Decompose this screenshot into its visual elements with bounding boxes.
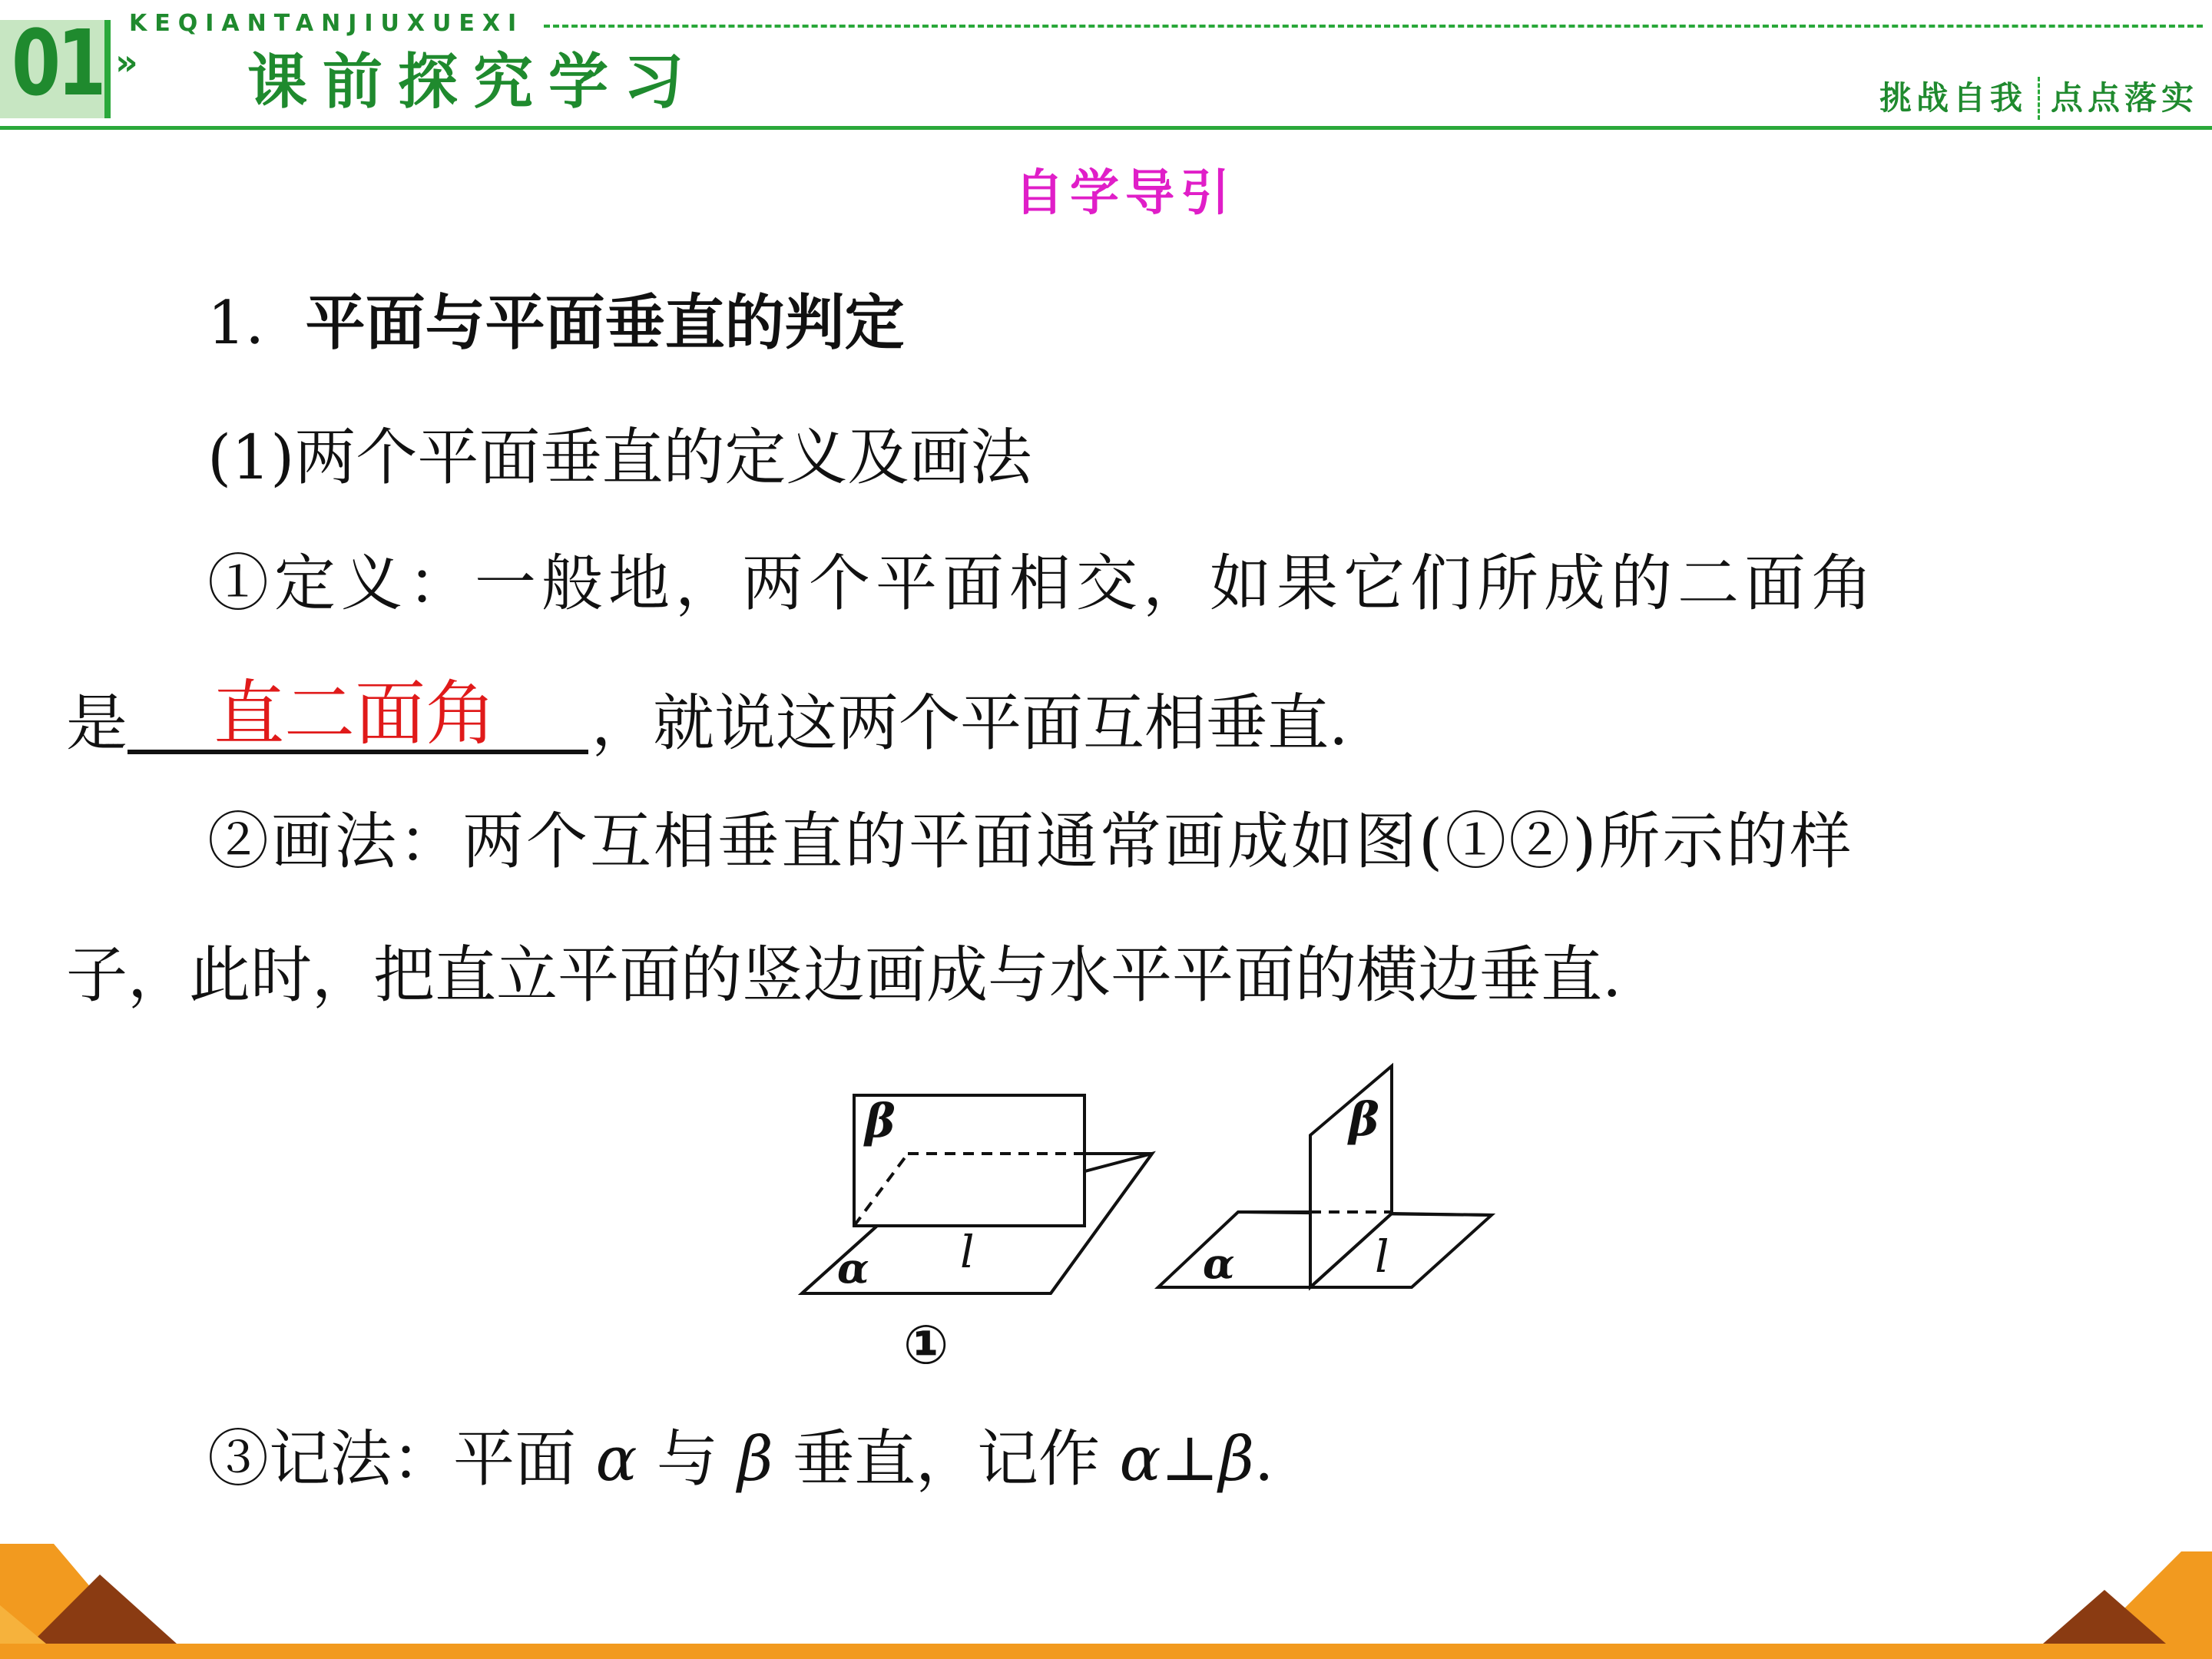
notation-after: 垂直，记作 — [773, 1423, 1120, 1495]
section-number-bar — [104, 20, 111, 118]
perpendicular-planes-figures — [791, 1045, 1521, 1321]
definition-prefix: 是 — [66, 687, 127, 759]
fig2-back-right — [1392, 1214, 1492, 1215]
notation-end: . — [1253, 1423, 1274, 1495]
header-tagline — [1879, 77, 2198, 120]
definition-line-2 — [66, 673, 1349, 759]
footer-decoration — [0, 1528, 2212, 1659]
guide-heading: 自学导引 — [1015, 165, 1236, 222]
definition-suffix: ，就说这两个平面互相垂直. — [591, 687, 1349, 759]
section-pinyin: KEQIANTANJIUXUEXI — [129, 10, 525, 37]
section-title: 课前探究学习 — [247, 48, 700, 117]
footer-bar — [0, 1644, 2212, 1659]
figure-1-label: ① — [903, 1313, 949, 1376]
fig1-l-label: l — [960, 1226, 975, 1278]
drawing-line-1: ②画法：两个互相垂直的平面通常画成如图(①②)所示的样 — [207, 806, 1854, 877]
chevron-icon: » — [115, 41, 138, 83]
answer-blank — [127, 673, 588, 755]
notation-beta: β — [737, 1423, 773, 1495]
notation-prefix: ③记法：平面 — [207, 1423, 596, 1495]
notation-line — [207, 1423, 1274, 1495]
notation-formula: α⊥β — [1119, 1423, 1254, 1495]
topic-number: 1． — [207, 289, 306, 358]
header-rule — [0, 126, 2212, 130]
section-number: 01 — [11, 10, 103, 116]
fig2-l-label: l — [1375, 1230, 1389, 1283]
topic-heading — [207, 289, 905, 358]
notation-mid: 与 — [637, 1423, 738, 1495]
notation-alpha: α — [595, 1423, 637, 1495]
fig2-alpha-label: α — [1203, 1239, 1235, 1288]
tagline-left: 挑战自我 — [1879, 79, 2027, 117]
fig1-alpha-label: α — [837, 1243, 869, 1293]
fig1-beta-label: β — [865, 1094, 896, 1148]
header-dashed-line — [544, 25, 2203, 28]
answer-text: 直二面角 — [214, 673, 497, 755]
tagline-right: 点点落实 — [2050, 79, 2198, 117]
topic-title: 平面与平面垂直的判定 — [305, 289, 905, 358]
definition-line-1: ①定义：一般地，两个平面相交，如果它们所成的二面角 — [207, 548, 1878, 619]
fig2-beta-label: β — [1349, 1093, 1379, 1147]
sub-heading: (1)两个平面垂直的定义及画法 — [207, 422, 1032, 493]
tagline-separator — [2038, 77, 2040, 120]
drawing-line-2: 子，此时，把直立平面的竖边画成与水平平面的横边垂直. — [66, 939, 1622, 1011]
